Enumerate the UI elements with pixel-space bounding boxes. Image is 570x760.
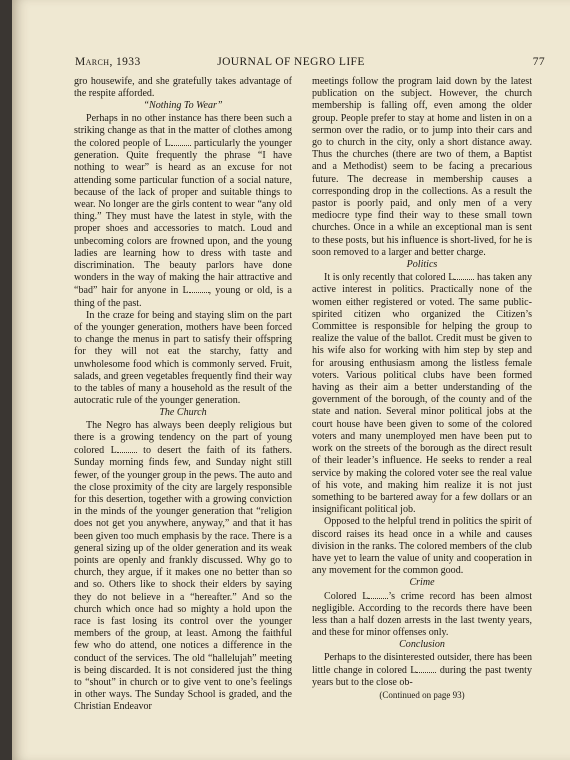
name-blank [368,590,388,599]
paragraph: gro housewife, and she gratefully takes advantage of the respite afforded. [74,76,292,100]
left-column [74,76,292,714]
section-heading-crime: Crime [409,577,435,589]
section-heading-politics: Politics [406,259,438,271]
section-heading-conclusion: Conclusion [399,639,445,651]
right-column [312,76,532,701]
paragraph: Perhaps in no other instance has there been such a striking change as that in the matter of clothes among the colored people of L particularly the younger generation. Quite frequently the phrase “I have nothing to wear” is heard as an excuse for not attending some particular function of a social nature, because of the lack of proper and suitable things to wear. No longer are the girls content to wear “any old thing.” They must have the latest in style, with the proper shoes and accessories to match. Loud and unbecoming colors are frowned upon, and the young ladies are learning how to dress with taste and discrimination. The beauty parlors have done wonders in the way of making the hair attractive and “bad” hair for anyone in L , young or old, is a thing of the past. [74,112,292,309]
paragraph: Perhaps to the disinterested outsider, there has been little change in colored L during the past twenty years but to the close ob- [312,651,532,688]
paragraph: It is only recently that colored L has taken any active interest in politics. Practically none of the women either registered or voted. The same public-spirited citizen who organized the Citizen’s Committee is responsible for helping the group to realize the value of the ballot. Credit must be given to his wife also for working with him step by step and for arousing enthusiasm among the listless female voters. Various political clubs have been formed having as their aim a better understanding of the government of the borough, of the county and of the state and nation. Several minor political jobs at the court house have been given to some of the colored voters and many unemployed men have been put to work on the streets of the borough as the direct result of their leader’s influence. He seeks to render a real service by making the colored voter see the real value of his vote, and making him realize it is not just something to be bartered away for a few dollars or an insignificant political job. [312,272,532,516]
paragraph: Opposed to the helpful trend in politics the spirit of discord raises its head once in a while and causes division in the ranks. The colored members of the club have yet to learn the value of unity and cooperation in any movement for the common good. [312,516,532,577]
journal-page [12,0,570,760]
name-blank [117,444,137,453]
paragraph: Colored L ’s crime record has been almost negligible. According to the records there have been less than a half dozen arrests in the last twenty years, and these for minor offenses only. [312,590,532,639]
header-date: March, 1933 [75,56,141,68]
name-blank [189,284,209,293]
section-heading-the-church: The Church [159,407,207,419]
continued-note: (Continued on page 93) [379,690,465,701]
name-blank [454,271,474,280]
section-heading-nothing-to-wear: “Nothing To Wear” [143,100,223,112]
name-blank [416,664,436,673]
name-blank [171,137,191,146]
paragraph: In the craze for being and staying slim on the part of the younger generation, mothers have been forced to change the menus in part to satisfy their offspring for they will not eat the starchy, fatty and unwholesome food which is commonly served. Fruit, salads, and green vegetables frequently find their way to the tables of many a household as the result of the autocratic rule of the younger generation. [74,309,292,407]
running-header [12,56,570,72]
header-page-number: 77 [532,56,545,68]
paragraph: The Negro has always been deeply religious but there is a growing tendency on the part of young colored L to desert the faith of its fathers. Sunday morning finds few, and Sunday night still fewer, of the younger group in the pews. The auto and the close proximity of the city are largely responsible for this desertion, together with a growing conviction in the minds of the younger generation that “religion does not get you anywhere, anyway,” and that it has been given too much emphasis by the race. There is a general sizing up of the older generation and its weak points are openly and frankly discussed. Why go to church, they argue, if it makes one no better than so and so. Others like to shock their elders by saying they do not believe in a “hereafter.” And so the church which once had so mighty a hold upon the race is fast losing its control over the younger members of the group, at least. Among the faithful few who do attend, one notices a difference in the conduct of the services. The old “hallelujah” meeting is being discarded. It is not considered just the thing to “shout” in church or to give vent to one’s feelings in other ways. The Sunday School is graded, and the Christian Endeavor [74,419,293,713]
paragraph: meetings follow the program laid down by the latest publication on the subject. However, the church membership is falling off, even among the older group. People prefer to stay at home and listen in on a sermon over the radio, or to jump into their cars and go to church in the city, only a short distance away. Thus the churches (there are two of them, a Baptist and a Methodist) seem to be facing a precarious future. The decrease in membership causes a corresponding drop in the collections. As a result the pastor is poorly paid, and only men of a very mediocre type find their way to these small town churches. Once in a while an exceptional man is sent to these posts, but his influence is short-lived, for he is soon removed to a larger and better charge. [312,76,532,258]
header-journal-title: JOURNAL OF NEGRO LIFE [217,56,365,68]
